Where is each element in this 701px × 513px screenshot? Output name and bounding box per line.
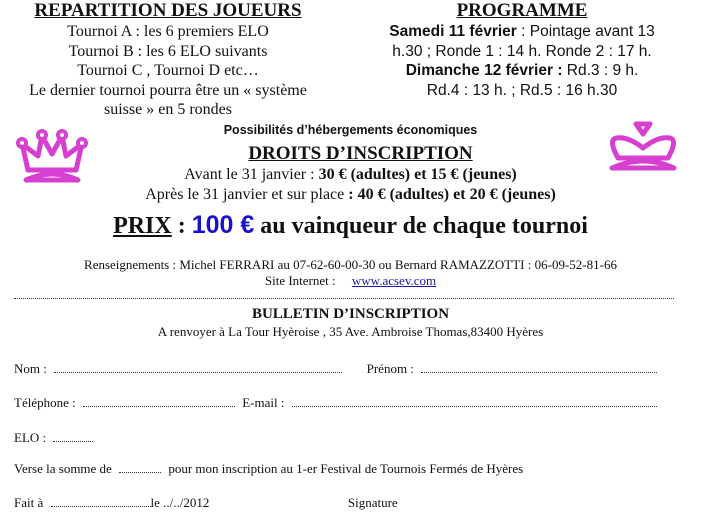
amount-field[interactable] bbox=[119, 462, 161, 473]
elo-label: ELO : bbox=[14, 430, 47, 445]
programme-sunday bbox=[352, 61, 692, 81]
place-field[interactable] bbox=[51, 496, 151, 507]
bulletin-address: A renvoyer à La Tour Hyèroise , 35 Ave. Ambroise Thomas,83400 Hyères bbox=[157, 324, 544, 339]
repartition-line: Tournoi C , Tournoi D etc… bbox=[77, 62, 259, 79]
site-row bbox=[0, 273, 701, 289]
hebergement-note: Possibilités d’hébergements économiques bbox=[223, 123, 478, 137]
droits-before-price: 30 € (adultes) et 15 € (jeunes) bbox=[318, 166, 517, 183]
site-link[interactable]: www.acsev.com bbox=[351, 273, 437, 288]
elo-field[interactable] bbox=[53, 431, 93, 442]
programme-saturday-cont: h.30 ; Ronde 1 : 14 h. Ronde 2 : 17 h. bbox=[392, 42, 652, 60]
cut-line-divider bbox=[14, 298, 674, 299]
form-row-payment bbox=[14, 461, 523, 477]
sunday-label: Dimanche 12 février : bbox=[405, 62, 563, 79]
nom-label: Nom : bbox=[14, 361, 47, 376]
droits-after-price: : 40 € (adultes) et 20 € (jeunes) bbox=[348, 186, 556, 203]
repartition-line: suisse » en 5 rondes bbox=[104, 101, 232, 118]
fait-label: Fait à bbox=[14, 495, 44, 510]
prix-amount: 100 € bbox=[191, 211, 255, 239]
droits-after bbox=[0, 185, 701, 205]
site-label: Site Internet : bbox=[264, 273, 336, 288]
prenom-field[interactable] bbox=[421, 362, 657, 373]
email-field[interactable] bbox=[292, 396, 657, 407]
form-row-name bbox=[14, 361, 661, 377]
droits-section bbox=[0, 143, 701, 205]
signature-label: Signature bbox=[347, 495, 398, 510]
repartition-title: REPARTITION DES JOUEURS bbox=[34, 0, 302, 21]
programme-saturday bbox=[352, 22, 692, 42]
form-row-contact bbox=[14, 395, 661, 411]
prenom-label: Prénom : bbox=[366, 361, 414, 376]
programme-section bbox=[352, 0, 692, 100]
repartition-line: Tournoi B : les 6 ELO suivants bbox=[68, 42, 268, 60]
droits-before bbox=[0, 165, 701, 185]
date-text: le ../../2012 bbox=[150, 495, 210, 510]
email-label: E-mail : bbox=[242, 395, 285, 410]
saturday-label: Samedi 11 février bbox=[389, 23, 517, 40]
bulletin-section bbox=[0, 305, 701, 340]
prix-text: au vainqueur de chaque tournoi bbox=[254, 213, 588, 239]
nom-field[interactable] bbox=[54, 362, 342, 373]
repartition-line: Tournoi A : les 6 premiers ELO bbox=[67, 23, 269, 40]
form-row-elo bbox=[14, 430, 97, 446]
verse-text: pour mon inscription au 1-er Festival de Tournois Fermés de Hyères bbox=[168, 461, 524, 476]
saturday-text: : Pointage avant 13 bbox=[516, 23, 655, 40]
prix-line bbox=[0, 210, 701, 241]
renseignements: Renseignements : Michel FERRARI au 07-62-60-00-30 ou Bernard RAMAZZOTTI : 06-09-52-81-66 bbox=[84, 257, 617, 272]
telephone-label: Téléphone : bbox=[14, 395, 76, 410]
droits-after-label: Après le 31 janvier et sur place bbox=[145, 186, 349, 203]
sunday-text: Rd.3 : 9 h. bbox=[562, 62, 639, 79]
form-row-signature bbox=[14, 495, 398, 511]
repartition-section bbox=[0, 0, 336, 120]
prix-label: PRIX bbox=[113, 213, 172, 239]
verse-label: Verse la somme de bbox=[14, 461, 112, 476]
droits-title: DROITS D’INSCRIPTION bbox=[248, 143, 473, 164]
programme-sunday-cont: Rd.4 : 13 h. ; Rd.5 : 16 h.30 bbox=[426, 81, 618, 99]
programme-title: PROGRAMME bbox=[456, 0, 588, 21]
telephone-field[interactable] bbox=[83, 396, 235, 407]
repartition-line: Le dernier tournoi pourra être un « système bbox=[29, 81, 307, 99]
bulletin-title: BULLETIN D’INSCRIPTION bbox=[251, 306, 450, 322]
prix-sep: : bbox=[171, 213, 192, 239]
droits-before-label: Avant le 31 janvier : bbox=[184, 166, 319, 183]
